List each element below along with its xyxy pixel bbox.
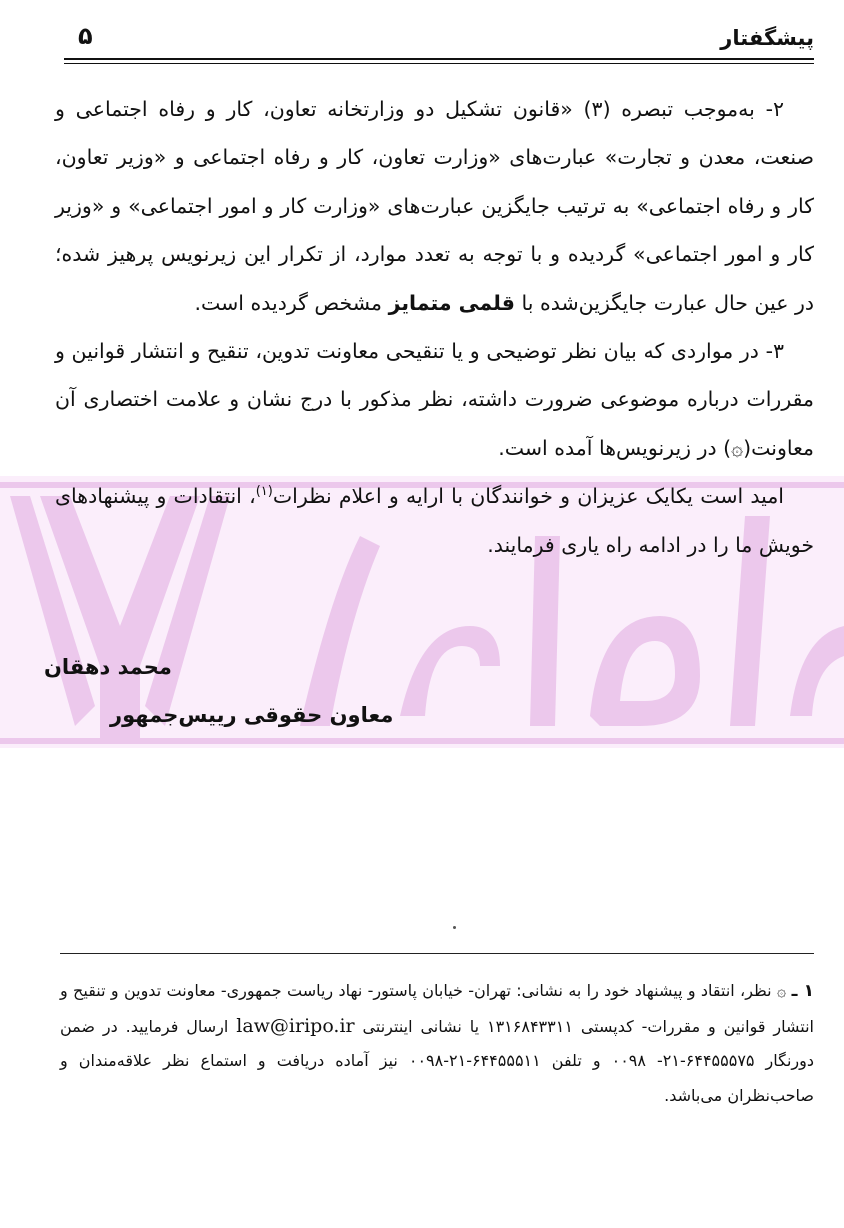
stray-dot <box>453 926 456 929</box>
page-number: ۵ <box>78 22 93 50</box>
header-rule <box>64 58 814 60</box>
header-rule-thin <box>64 63 814 64</box>
paragraph-4-start: امید است یکایک عزیزان و خوانندگان با ارایه و اعلام نظرات <box>272 484 784 509</box>
footnote-email[interactable]: law@iripo.ir <box>236 1014 355 1037</box>
signature-name: محمد دهقان <box>44 655 172 679</box>
footnote-reference[interactable]: (۱) <box>255 484 273 500</box>
footnote-rule <box>60 953 814 954</box>
paragraph-2-highlight: قلمی متمایز <box>388 290 515 315</box>
footnote <box>60 974 814 1113</box>
paragraph-4-end: ، انتقادات و پیشنهادهای خویش ما را در ادامه راه یاری فرمایند. <box>55 484 814 557</box>
footnote-text-2: ارسال فرمایید. در ضمن دورنگار ۶۴۴۵۵۵۷۵-۲۱- ۰۰۹۸ و تلفن ۶۴۴۵۵۵۱۱-۲۱-۰۰۹۸ نیز آماده دریافت و استماع نظر علاقه‌مندان و صاحب‌نظران می‌باشد. <box>60 1016 815 1105</box>
paragraph-2 <box>55 85 814 327</box>
paragraph-2-text: ۲- به‌موجب تبصره (۳) «قانون تشکیل دو وزارتخانه تعاون، کار و رفاه اجتماعی و صنعت، معدن و تجارت» عبارت‌های «وزارت تعاون، کار و رفاه اجتماعی و «وزیر تعاون، کار و رفاه اجتماعی» به ترتیب جایگزین عبارت‌های «وزارت کار و امور اجتماعی» و «وزیر کار و امور اجتماعی» گردیده و با توجه به تعدد موارد، از تکرار این زیرنویس پرهیز شده؛ در عین حال عبارت جایگزین‌شده با <box>55 97 814 315</box>
paragraph-3: ۳- در مواردی که بیان نظر توضیحی و یا تنقیحی معاونت تدوین، تنقیح و انتشار قوانین و مقررات درباره موضوعی ضرورت داشته، نظر مذکور با درج نشان و علامت اختصاری آن معاونت(۞) در زیرنویس‌ها آمده است. <box>55 339 814 460</box>
signature-title: معاون حقوقی رییس‌جمهور <box>110 703 394 727</box>
paragraph-2-end: مشخص گردیده است. <box>194 290 383 315</box>
footnote-text-1: ۞ نظر، انتقاد و پیشنهاد خود را به نشانی: تهران- خیابان پاستور- نهاد ریاست جمهوری- معاونت تدوین و تنقیح و انتشار قوانین و مقررات- کدپستی ۱۳۱۶۸۴۳۳۱۱ یا نشانی اینترنتی <box>60 981 814 1036</box>
footnote-number: ۱ ـ <box>791 981 814 1001</box>
preface-body <box>55 85 814 569</box>
running-header-title: پیشگفتار <box>720 26 814 50</box>
paragraph-4 <box>55 472 814 569</box>
